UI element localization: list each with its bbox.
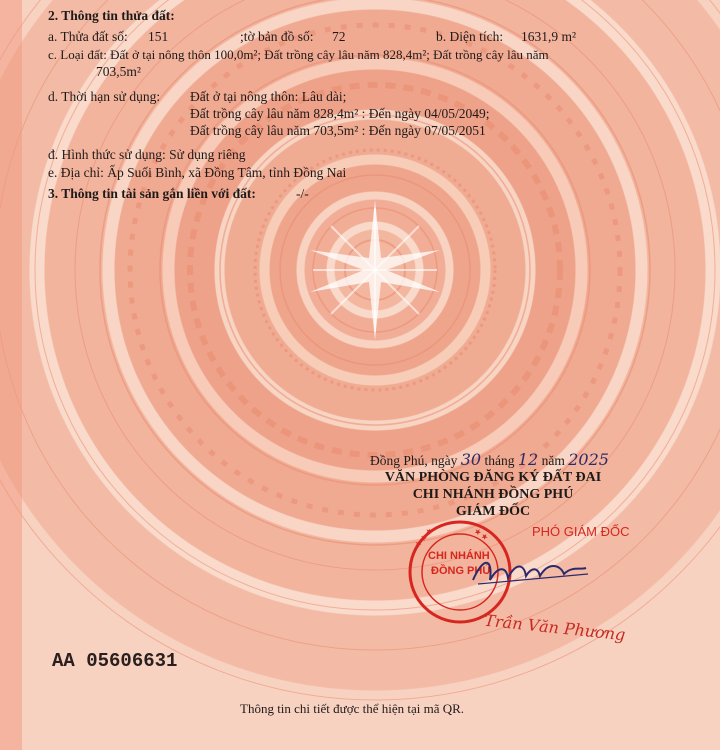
footer-note: Thông tin chi tiết được thể hiện tại mã QR. — [240, 701, 465, 716]
seal-line-2: ĐỒNG PHÚ — [431, 565, 491, 577]
page-edge — [0, 0, 22, 750]
parcel-number-label: a. Thửa đất số: — [48, 29, 128, 44]
year-label: năm — [541, 453, 565, 468]
usage-term-line-3: Đất trồng cây lâu năm 703,5m² : Đến ngày 07/05/2051 — [190, 123, 486, 138]
section2-heading: 2. Thông tin thửa đất: — [48, 8, 175, 23]
usage-term-line-1: Đất ở tại nông thôn: Lâu dài; — [190, 89, 347, 104]
signature — [468, 552, 618, 592]
section3-heading: 3. Thông tin tài sản gắn liền với đất: — [48, 186, 256, 201]
date-prefix: Đồng Phú, ngày — [370, 453, 458, 468]
svg-text:★ ★ ★: ★ ★ ★ — [414, 527, 435, 550]
section3-value: -/- — [296, 186, 309, 201]
serial-number: AA 05606631 — [52, 650, 178, 672]
land-type-line: c. Loại đất: Đất ở tại nông thôn 100,0m²; Đất trồng cây lâu năm 828,4m²; Đất trồng cây lâu năm — [48, 47, 549, 62]
usage-term-line-2: Đất trồng cây lâu năm 828,4m² : Đến ngày 04/05/2049; — [190, 106, 490, 121]
signing-date — [370, 452, 609, 469]
seal-line-1: CHI NHÁNH — [428, 550, 490, 562]
usage-form-line: đ. Hình thức sử dụng: Sử dụng riêng — [48, 147, 246, 162]
date-year: 2025 — [568, 450, 609, 469]
area-value: 1631,9 m² — [521, 29, 577, 44]
date-day: 30 — [460, 450, 482, 469]
date-month: 12 — [517, 450, 539, 469]
signer-title: GIÁM ĐỐC — [455, 504, 531, 519]
map-sheet-label: ;tờ bản đồ số: — [240, 29, 314, 44]
map-sheet-value: 72 — [332, 29, 346, 44]
office-name: VĂN PHÒNG ĐĂNG KÝ ĐẤT ĐAI — [384, 470, 602, 485]
usage-term-label: d. Thời hạn sử dụng: — [48, 89, 161, 104]
deputy-stamp: PHÓ GIÁM ĐỐC — [532, 524, 630, 539]
area-label: b. Diện tích: — [436, 29, 504, 44]
land-type-line-2: 703,5m² — [96, 64, 141, 79]
branch-name: CHI NHÁNH ĐỒNG PHÚ — [412, 487, 574, 502]
parcel-number-value: 151 — [148, 29, 169, 44]
signer-name: Trần Văn Phương — [483, 610, 627, 645]
svg-text:★ ★: ★ ★ — [472, 527, 489, 542]
address-line: e. Địa chỉ: Ấp Suối Bình, xã Đồng Tâm, tỉnh Đồng Nai — [48, 165, 347, 180]
month-label: tháng — [484, 453, 515, 468]
